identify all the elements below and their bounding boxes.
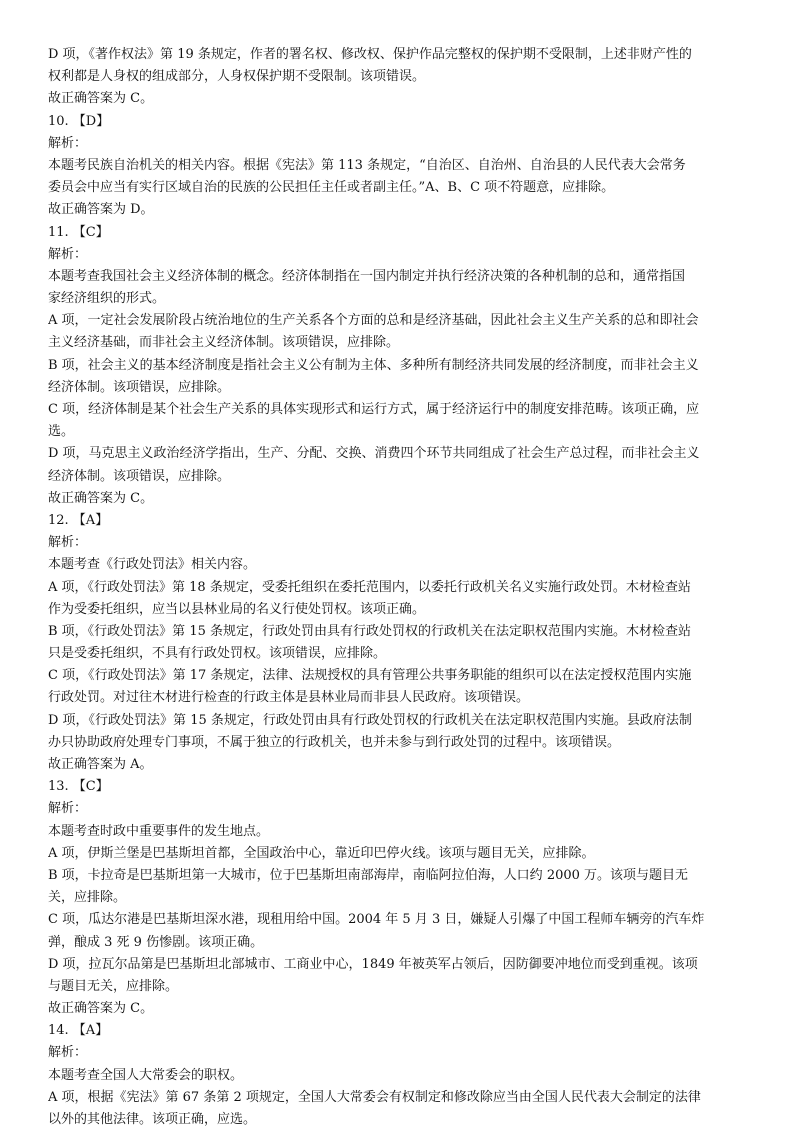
text-line: 关，应排除。 xyxy=(48,890,127,906)
text-line: 主义经济基础，而非社会主义经济体制。该项错误，应排除。 xyxy=(48,335,400,351)
text-line: 行政处罚。对过往木材进行检查的行政主体是县林业局而非县人民政府。该项错误。 xyxy=(48,690,530,706)
text-line: 作为受委托组织，应当以县林业局的名义行使处罚权。该项正确。 xyxy=(48,601,426,617)
text-line: D 项，《行政处罚法》第 15 条规定，行政处罚由具有行政处罚权的行政机关在法定职权范围内实施。县政府法制 xyxy=(48,712,692,728)
text-line: 14. 【A】 xyxy=(48,1023,109,1039)
text-line: A 项，伊斯兰堡是巴基斯坦首都，全国政治中心，靠近印巴停火线。该项与题目无关，应排除。 xyxy=(48,845,595,861)
text-line: 选。 xyxy=(48,424,75,440)
text-line: 解析： xyxy=(48,135,88,151)
text-line: C 项，瓜达尔港是巴基斯坦深水港，现租用给中国。2004 年 5 月 3 日，嫌疑人引爆了中国工程师车辆旁的汽车炸 xyxy=(48,912,705,928)
text-line: B 项，社会主义的基本经济制度是指社会主义公有制为主体、多种所有制经济共同发展的经济制度，而非社会主义 xyxy=(48,357,699,373)
text-line: 故正确答案为 D。 xyxy=(48,202,154,218)
text-line: 故正确答案为 A。 xyxy=(48,757,153,772)
text-line: 12. 【A】 xyxy=(48,512,109,528)
text-line: 本题考查我国社会主义经济体制的概念。经济体制指在一国内制定并执行经济决策的各种机制的总和，通常指国 xyxy=(48,268,686,284)
text-line: 本题考查时政中重要事件的发生地点。 xyxy=(48,823,270,839)
text-line: B 项，卡拉奇是巴基斯坦第一大城市，位于巴基斯坦南部海岸，南临阿拉伯海，人口约 2000 万。该项与题目无 xyxy=(48,867,689,883)
text-line: 经济体制。该项错误，应排除。 xyxy=(48,379,231,395)
text-line: 家经济组织的形式。 xyxy=(48,291,166,307)
text-line: 本题考民族自治机关的相关内容。根据《宪法》第 113 条规定，“自治区、自治州、自治县的人民代表大会常务 xyxy=(48,157,686,173)
text-line: 故正确答案为 C。 xyxy=(48,91,154,107)
text-line: 解析： xyxy=(48,535,88,551)
text-line: 办只协助政府处理专门事项，不属于独立的行政机关，也并未参与到行政处罚的过程中。该项错误。 xyxy=(48,734,621,750)
text-line: 弹，酿成 3 死 9 伤惨剧。该项正确。 xyxy=(48,934,264,950)
text-line: 10. 【D】 xyxy=(48,113,110,129)
text-line: D 项，《著作权法》第 19 条规定，作者的署名权、修改权、保护作品完整权的保护期不受限制，上述非财产性的 xyxy=(48,47,692,62)
text-line: 解析： xyxy=(48,1045,88,1061)
text-line: 本题考查《行政处罚法》相关内容。 xyxy=(48,557,257,573)
text-line: 本题考查全国人大常委会的职权。 xyxy=(48,1067,244,1083)
text-line: 委员会中应当有实行区域自治的民族的公民担任主任或者副主任。”A、B、C 项不符题意，应排除。 xyxy=(48,180,615,196)
text-line: 故正确答案为 C。 xyxy=(48,1001,154,1017)
text-line: C 项，经济体制是某个社会生产关系的具体实现形式和运行方式，属于经济运行中的制度安排范畴。该项正确，应 xyxy=(48,402,700,417)
text-line: A 项，一定社会发展阶段占统治地位的生产关系各个方面的总和是经济基础，因此社会主义生产关系的总和即社会 xyxy=(48,313,699,329)
text-line: 11. 【C】 xyxy=(48,224,109,240)
text-line: 权利都是人身权的组成部分，人身权保护期不受限制。该项错误。 xyxy=(48,69,426,85)
text-line: 只是受委托组织，不具有行政处罚权。该项错误，应排除。 xyxy=(48,646,387,662)
text-line: D 项，马克思主义政治经济学指出，生产、分配、交换、消费四个环节共同组成了社会生产总过程，而非社会主义 xyxy=(48,446,700,462)
text-line: A 项，《行政处罚法》第 18 条规定，受委托组织在委托范围内，以委托行政机关名义实施行政处罚。木材检查站 xyxy=(48,579,691,595)
text-line: 解析： xyxy=(48,801,88,817)
text-line: B 项，《行政处罚法》第 15 条规定，行政处罚由具有行政处罚权的行政机关在法定职权范围内实施。木材检查站 xyxy=(48,623,691,639)
text-line: 13. 【C】 xyxy=(48,779,109,795)
text-line: 经济体制。该项错误，应排除。 xyxy=(48,468,231,484)
text-line: A 项，根据《宪法》第 67 条第 2 项规定，全国人大常委会有权制定和修改除应当由全国人民代表大会制定的法律 xyxy=(48,1089,701,1105)
text-line: 与题目无关，应排除。 xyxy=(48,978,179,994)
text-line: 以外的其他法律。该项正确，应选。 xyxy=(48,1112,257,1127)
document-page xyxy=(48,44,754,1131)
text-line: D 项，拉瓦尔品第是巴基斯坦北部城市、工商业中心，1849 年被英军占领后，因防御要冲地位而受到重视。该项 xyxy=(48,956,698,972)
text-line: 解析： xyxy=(48,246,88,262)
text-line: C 项，《行政处罚法》第 17 条规定，法律、法规授权的具有管理公共事务职能的组织可以在法定授权范围内实施 xyxy=(48,668,692,684)
text-line: 故正确答案为 C。 xyxy=(48,490,154,506)
